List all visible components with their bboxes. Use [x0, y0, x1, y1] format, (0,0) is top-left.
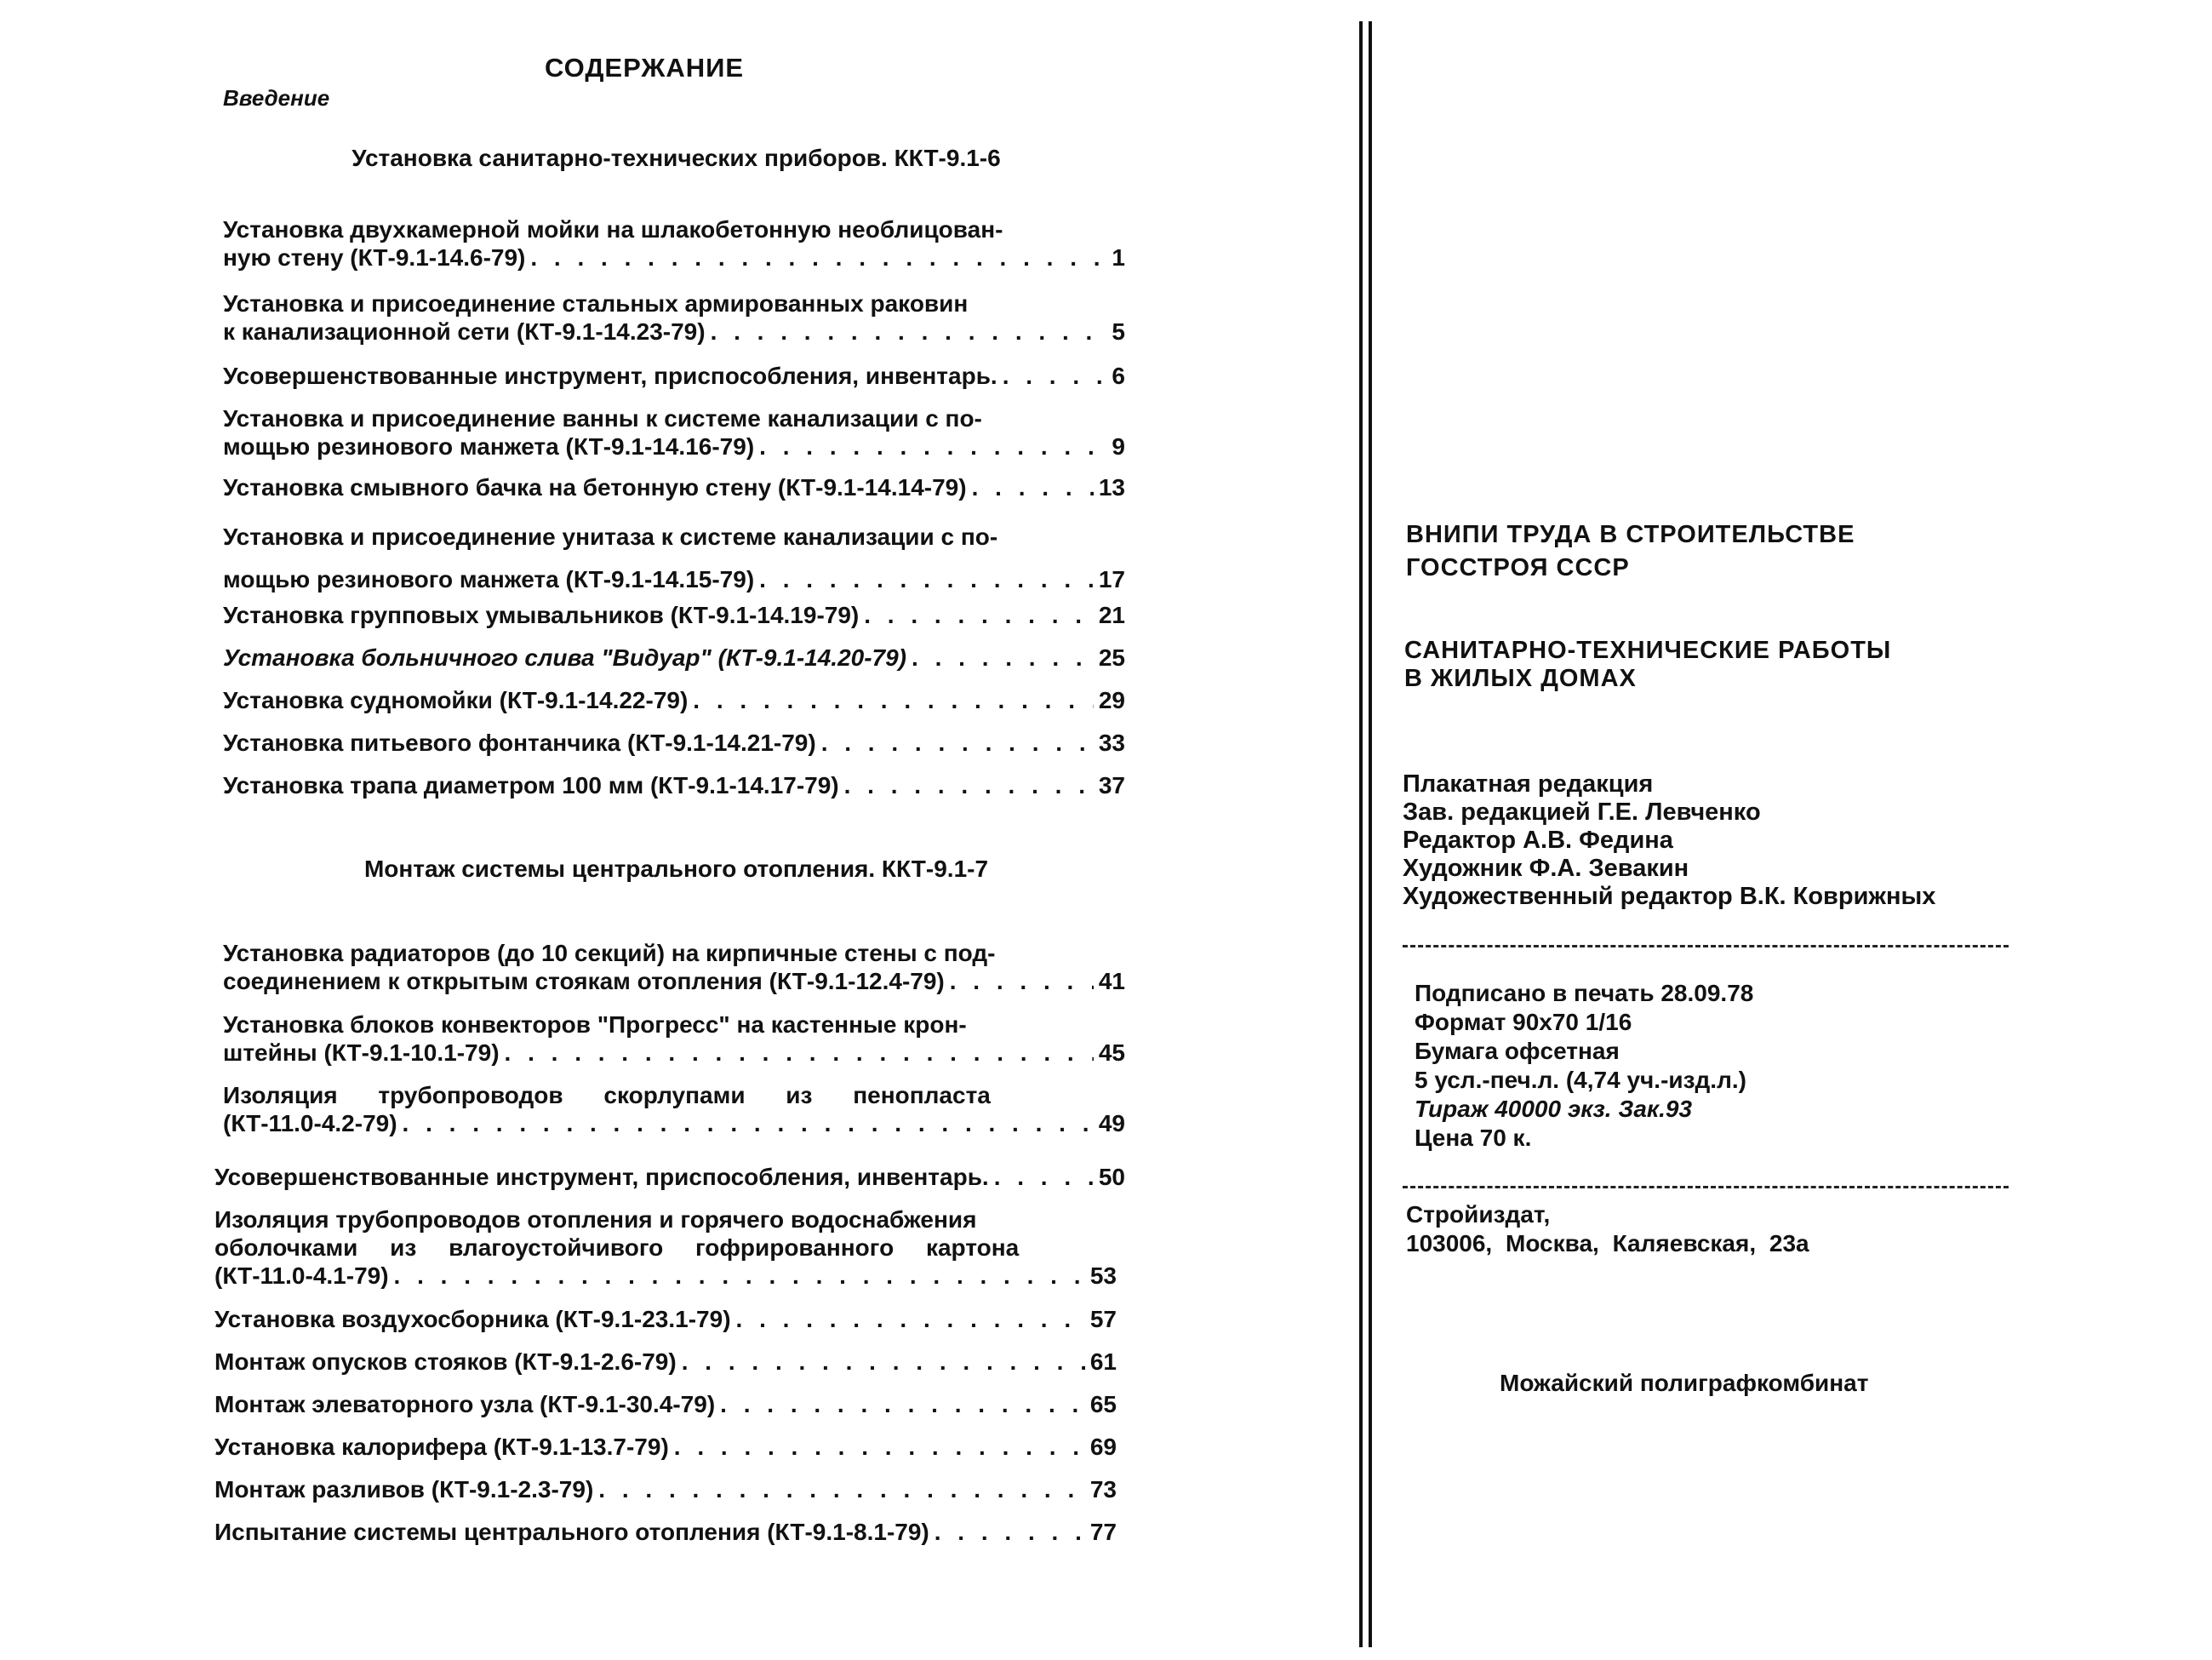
dot-leader — [759, 432, 1103, 461]
toc-entry — [223, 729, 1125, 757]
entry-page: 25 — [1098, 644, 1125, 671]
entry-line: Установка трапа диаметром 100 мм (КТ-9.1-14.17-79) — [223, 772, 839, 799]
section-title-sanitary: Установка санитарно-технических приборов. ККТ-9.1-6 — [352, 145, 1001, 171]
dot-leader — [759, 558, 1094, 601]
divider — [1403, 1186, 2009, 1188]
org-line: ГОССТРОЯ СССР — [1406, 554, 1630, 581]
org-line: ВНИПИ ТРУДА В СТРОИТЕЛЬСТВЕ — [1406, 521, 1855, 548]
toc-entry — [223, 939, 1125, 995]
entry-line: Установка и присоединение ванны к системе канализации с по- — [223, 405, 982, 432]
toc-entry — [223, 686, 1125, 714]
toc-entry — [223, 601, 1125, 629]
dot-leader — [682, 1348, 1085, 1376]
entry-line: Монтаж опусков стояков (КТ-9.1-2.6-79) — [214, 1348, 677, 1375]
entry-page: 1 — [1112, 244, 1125, 271]
entry-line: штейны (КТ-9.1-10.1-79) — [223, 1039, 500, 1066]
dot-leader — [693, 686, 1094, 714]
paper-text: Бумага офсетная — [1415, 1038, 1620, 1064]
toc-entry — [223, 362, 1125, 390]
toc-entry — [223, 404, 1125, 461]
imprint-block — [1415, 979, 1753, 1153]
entry-line: Усовершенствованные инструмент, приспособления, инвентарь. — [214, 1164, 989, 1190]
toc-title: СОДЕРЖАНИЕ — [545, 53, 745, 83]
dot-leader — [403, 1109, 1094, 1137]
entry-line: Изоляция трубопроводов отопления и горячего водоснабжения — [214, 1206, 977, 1233]
dot-leader — [530, 243, 1103, 272]
entry-line: мощью резинового манжета (КТ-9.1-14.15-79) — [223, 566, 755, 592]
gutter-line-left — [1359, 21, 1363, 1647]
entry-line: Установка больничного слива "Видуар" (КТ-9.1-14.20-79) — [223, 644, 907, 671]
entry-page: 57 — [1089, 1306, 1117, 1332]
publisher-block — [1406, 1200, 1809, 1258]
entry-line: (КТ-11.0-4.2-79) — [223, 1110, 397, 1136]
entry-line: Монтаж элеваторного узла (КТ-9.1-30.4-79) — [214, 1391, 716, 1417]
entry-line: Установка радиаторов (до 10 секций) на кирпичные стены с под- — [223, 940, 996, 966]
entry-page: 73 — [1089, 1476, 1117, 1503]
toc-entry — [223, 771, 1125, 799]
org-name — [1406, 521, 1855, 582]
toc-entry — [214, 1205, 1117, 1290]
format-text: Формат 90х70 1/16 — [1415, 1009, 1632, 1035]
dot-leader — [720, 1390, 1085, 1418]
entry-page: 61 — [1089, 1348, 1117, 1375]
entry-line: Установка двухкамерной мойки на шлакобетонную необлицован- — [223, 216, 1003, 243]
toc-entry — [214, 1348, 1117, 1376]
circulation-text: Тираж 40000 экз. Зак.93 — [1415, 1096, 1693, 1122]
address-text: 103006, Москва, Каляевская, 23а — [1406, 1230, 1809, 1256]
dot-leader — [935, 1518, 1085, 1546]
dot-leader — [912, 644, 1094, 672]
toc-entry — [223, 644, 1125, 672]
book-title-line: САНИТАРНО-ТЕХНИЧЕСКИЕ РАБОТЫ — [1404, 637, 1892, 664]
toc-entry — [214, 1390, 1117, 1418]
toc-entry — [223, 473, 1125, 501]
entry-page: 5 — [1112, 318, 1125, 345]
entry-line: Испытание системы центрального отопления (КТ-9.1-8.1-79) — [214, 1519, 929, 1545]
entry-page: 53 — [1089, 1262, 1117, 1289]
entry-line: Установка смывного бачка на бетонную стену (КТ-9.1-14.14-79) — [223, 474, 967, 501]
entry-page: 6 — [1112, 363, 1125, 389]
editor-text: Редактор А.В. Федина — [1403, 827, 1673, 854]
entry-page: 33 — [1098, 730, 1125, 756]
entry-page: 65 — [1089, 1391, 1117, 1417]
entry-line: Установка судномойки (КТ-9.1-14.22-79) — [223, 687, 689, 713]
entry-line: оболочками из влагоустойчивого гофрированного картона — [214, 1234, 1020, 1261]
signed-text: Подписано в печать 28.09.78 — [1415, 980, 1754, 1006]
entry-line: Монтаж разливов (КТ-9.1-2.3-79) — [214, 1476, 594, 1503]
toc-entry — [214, 1518, 1117, 1546]
entry-page: 9 — [1112, 433, 1125, 460]
publisher-text: Стройиздат, — [1406, 1201, 1551, 1228]
entry-page: 69 — [1089, 1434, 1117, 1460]
toc-entry — [214, 1305, 1117, 1333]
dot-leader — [674, 1433, 1085, 1461]
dot-leader — [394, 1262, 1085, 1290]
toc-entry — [214, 1433, 1117, 1461]
entry-page: 77 — [1089, 1519, 1117, 1545]
head-editor-text: Зав. редакцией Г.Е. Левченко — [1403, 799, 1761, 826]
dot-leader — [844, 771, 1094, 799]
dot-leader — [950, 967, 1094, 995]
dot-leader — [1003, 362, 1103, 390]
entry-page: 29 — [1098, 687, 1125, 713]
entry-line: ную стену (КТ-9.1-14.6-79) — [223, 244, 526, 271]
dot-leader — [711, 318, 1103, 346]
toc-entry — [223, 215, 1125, 272]
art-editor-text: Художественный редактор В.К. Коврижных — [1403, 883, 1936, 910]
dot-leader — [994, 1163, 1094, 1191]
entry-line: Усовершенствованные инструмент, приспособления, инвентарь. — [223, 363, 997, 389]
toc-intro: Введение — [223, 85, 330, 111]
entry-page: 17 — [1098, 566, 1125, 592]
book-title — [1404, 637, 1891, 693]
entry-line: Установка групповых умывальников (КТ-9.1-14.19-79) — [223, 602, 860, 628]
entry-page: 41 — [1098, 968, 1125, 994]
entry-line: Установка воздухосборника (КТ-9.1-23.1-79) — [214, 1306, 731, 1332]
entry-line: мощью резинового манжета (КТ-9.1-14.16-79) — [223, 433, 755, 460]
divider — [1403, 945, 2009, 947]
entry-page: 21 — [1098, 602, 1125, 628]
book-title-line: В ЖИЛЫХ ДОМАХ — [1404, 665, 1637, 692]
entry-line: соединением к открытым стоякам отопления (КТ-9.1-12.4-79) — [223, 968, 945, 994]
entry-line: Изоляция трубопроводов скорлупами из пенопласта — [223, 1082, 991, 1108]
edition-text: Плакатная редакция — [1403, 770, 1654, 798]
dot-leader — [864, 601, 1094, 629]
toc-entry — [223, 1010, 1125, 1067]
gutter-line-right — [1369, 21, 1372, 1647]
dot-leader — [505, 1039, 1094, 1067]
toc-entry — [214, 1475, 1117, 1503]
entry-page: 45 — [1098, 1039, 1125, 1066]
toc-entry — [223, 289, 1125, 346]
entry-page: 50 — [1098, 1164, 1125, 1190]
price-text: Цена 70 к. — [1415, 1125, 1532, 1151]
artist-text: Художник Ф.А. Зевакин — [1403, 855, 1689, 882]
entry-line: к канализационной сети (КТ-9.1-14.23-79) — [223, 318, 706, 345]
entry-line: Установка блоков конвекторов "Прогресс" на кастенные крон- — [223, 1011, 967, 1038]
entry-line: (КТ-11.0-4.1-79) — [214, 1262, 389, 1289]
dot-leader — [972, 473, 1094, 501]
entry-line: Установка и присоединение стальных армированных раковин — [223, 290, 969, 317]
dot-leader — [598, 1475, 1085, 1503]
entry-line: Установка питьевого фонтанчика (КТ-9.1-14.21-79) — [223, 730, 816, 756]
entry-line: Установка и присоединение унитаза к системе канализации с по- — [223, 524, 998, 550]
sheets-text: 5 усл.-печ.л. (4,74 уч.-изд.л.) — [1415, 1067, 1746, 1093]
entry-page: 49 — [1098, 1110, 1125, 1136]
dot-leader — [736, 1305, 1085, 1333]
toc-entry — [223, 516, 1125, 601]
section-title-heating: Монтаж системы центрального отопления. ККТ-9.1-7 — [363, 856, 989, 882]
printer-text: Можайский полиграфкомбинат — [1500, 1370, 1869, 1396]
entry-page: 37 — [1098, 772, 1125, 799]
entry-page: 13 — [1098, 474, 1125, 501]
toc-entry — [223, 1081, 1125, 1137]
credits — [1403, 770, 1935, 911]
entry-line: Установка калорифера (КТ-9.1-13.7-79) — [214, 1434, 669, 1460]
dot-leader — [821, 729, 1094, 757]
toc-entry — [214, 1163, 1125, 1191]
